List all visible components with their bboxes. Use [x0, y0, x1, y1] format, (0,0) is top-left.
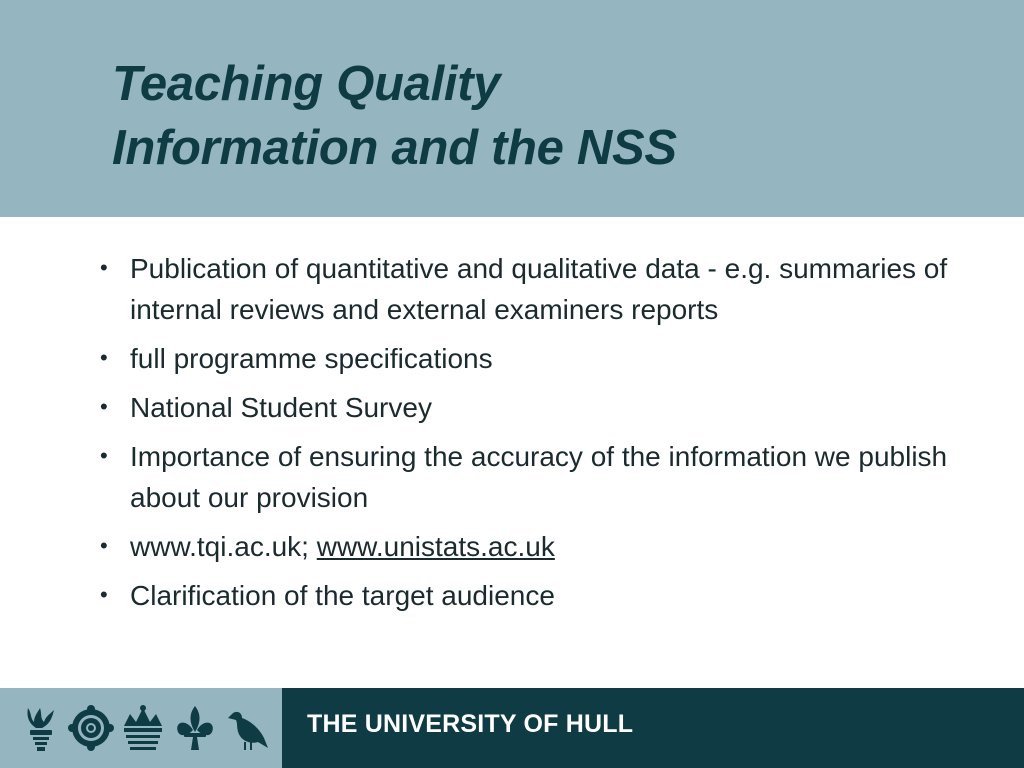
rose-icon	[68, 704, 114, 752]
bullet-list	[98, 248, 978, 624]
bullet-dot: •	[100, 345, 108, 370]
crown-icon	[120, 704, 166, 752]
bullet-dot: •	[100, 255, 108, 280]
bullet-item	[98, 526, 978, 567]
bullet-text: Importance of ensuring the accuracy of the information we publish about our provision	[130, 441, 948, 513]
bullet-item	[98, 387, 978, 428]
bullet-item	[98, 436, 978, 518]
fleur-de-lis-icon	[172, 704, 218, 752]
university-brand: THE UNIVERSITY OF HULL	[307, 710, 634, 738]
bullet-item	[98, 248, 978, 330]
bird-icon	[224, 704, 270, 752]
slide-title	[112, 52, 677, 180]
bullet-dot: •	[100, 443, 108, 468]
bullet-dot: •	[100, 394, 108, 419]
bullet-text: Clarification of the target audience	[130, 580, 555, 611]
bullet-dot: •	[100, 533, 108, 558]
bullet-text: full programme specifications	[130, 343, 493, 374]
title-line-1: Teaching Quality	[112, 57, 501, 111]
unistats-link[interactable]: www.unistats.ac.uk	[316, 531, 555, 562]
title-line-2: Information and the NSS	[112, 121, 677, 175]
bullet-item	[98, 575, 978, 616]
bullet-item	[98, 338, 978, 379]
bullet-text: www.tqi.ac.uk;	[130, 531, 317, 562]
bullet-text: Publication of quantitative and qualitative data - e.g. summaries of internal reviews and external examiners reports	[130, 253, 948, 325]
torch-icon	[18, 704, 64, 752]
bullet-dot: •	[100, 582, 108, 607]
bullet-text: National Student Survey	[130, 392, 432, 423]
